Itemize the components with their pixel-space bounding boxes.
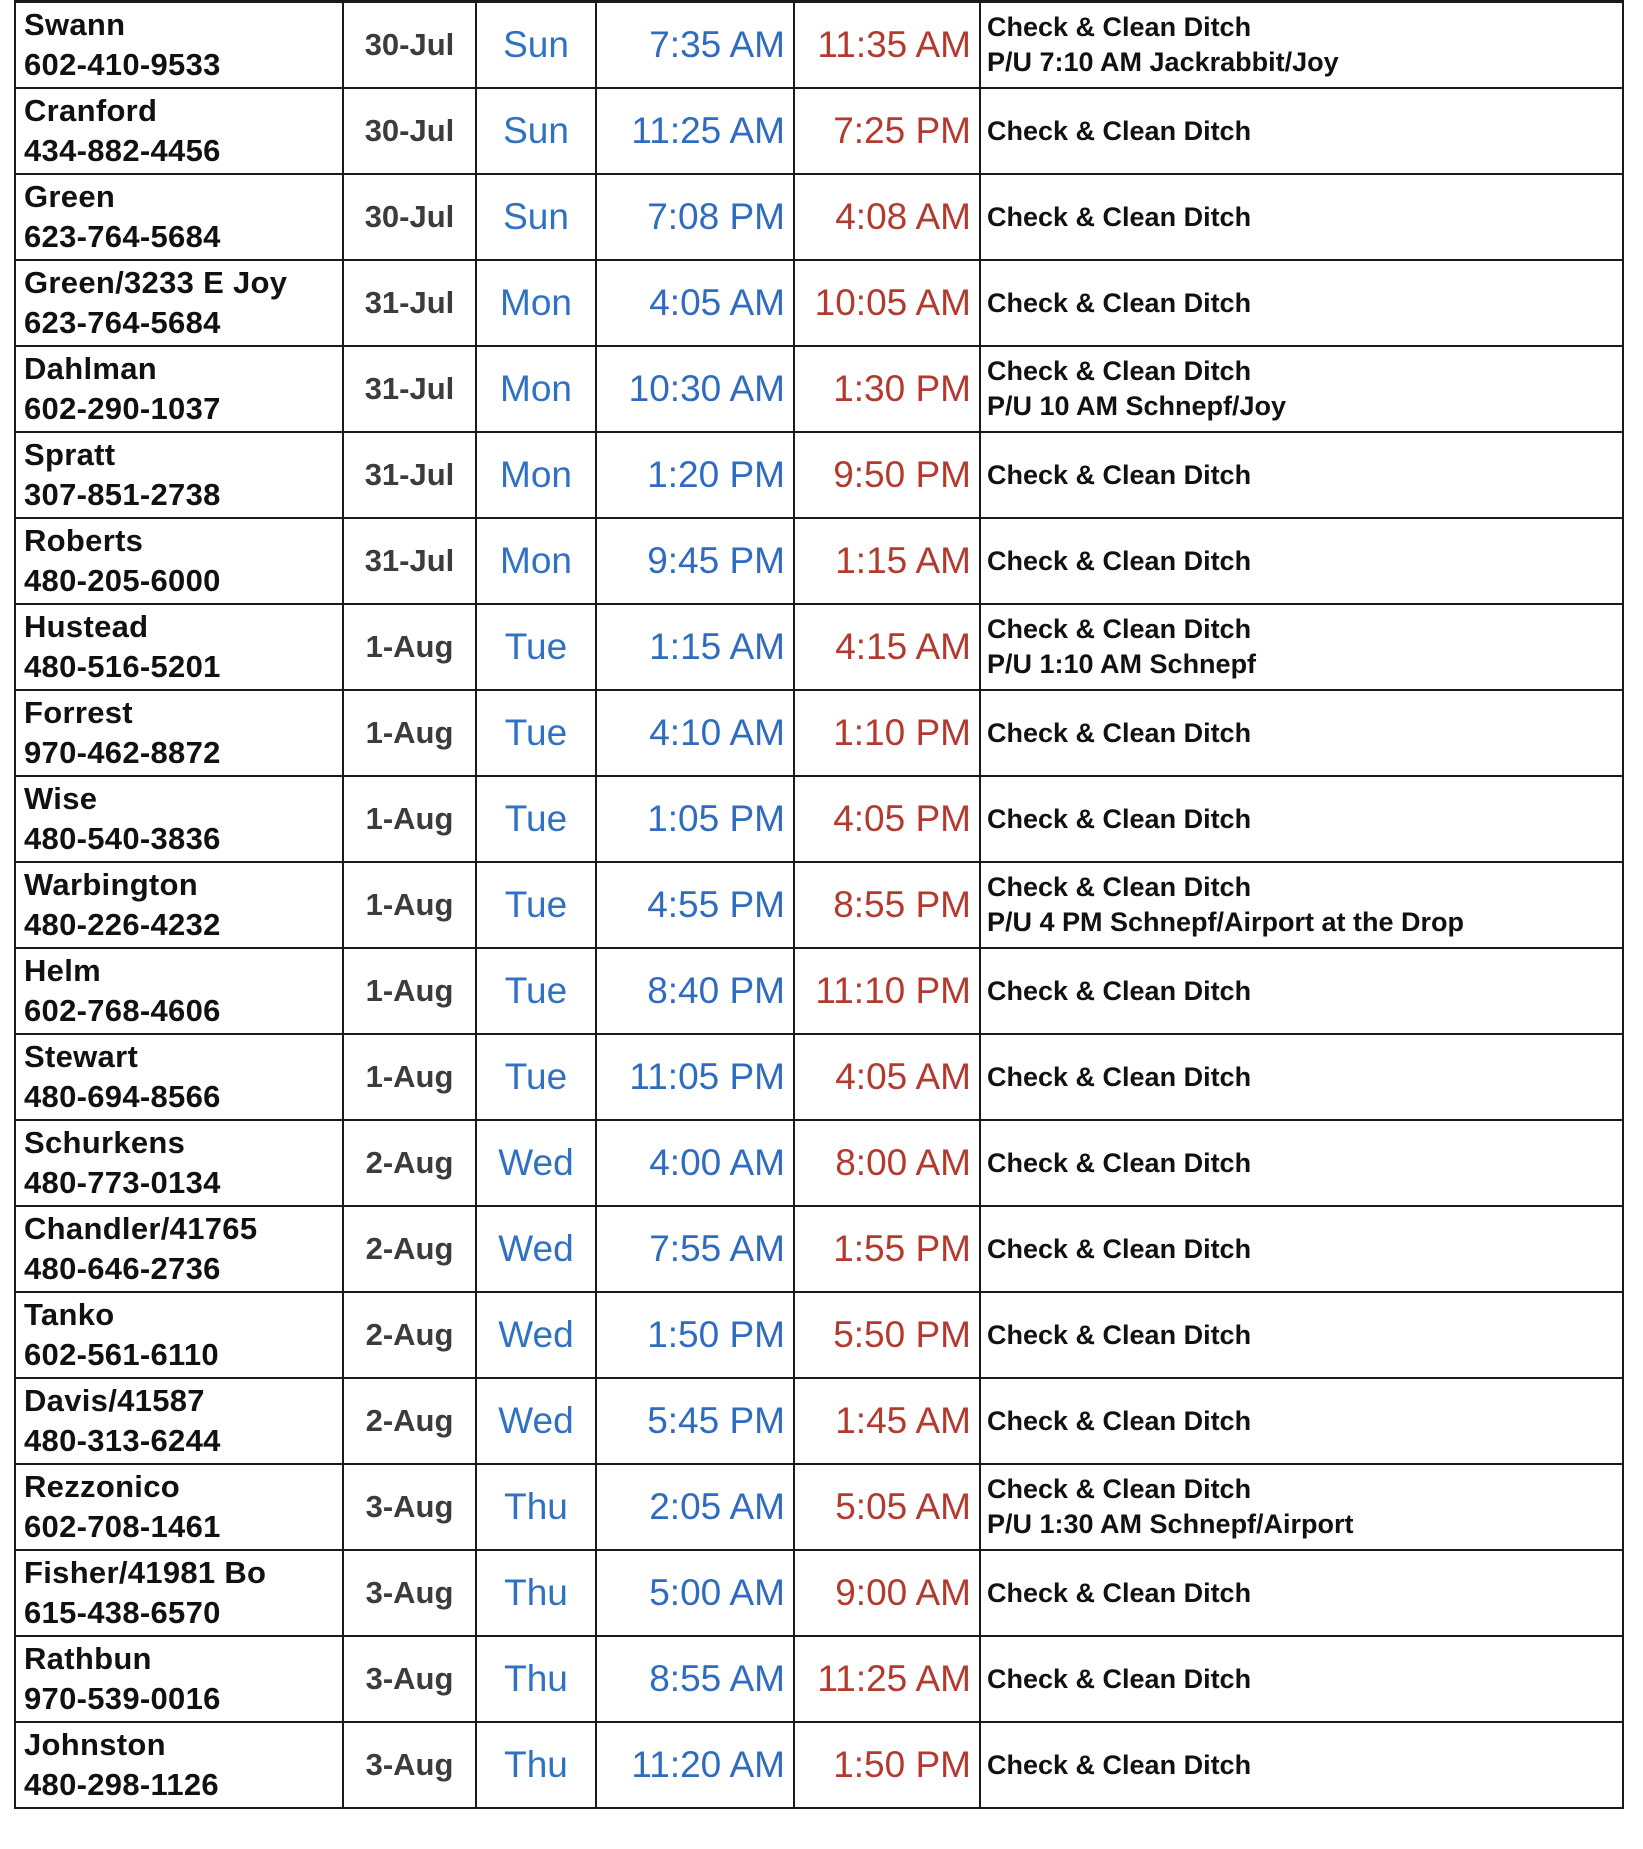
date-cell: 1-Aug bbox=[343, 776, 476, 862]
table-row bbox=[15, 776, 1623, 862]
date-cell: 30-Jul bbox=[343, 2, 476, 89]
comment-line: Check & Clean Ditch bbox=[987, 545, 1252, 576]
comments-cell bbox=[980, 1120, 1623, 1206]
start-time-cell: 10:30 AM bbox=[596, 346, 794, 432]
comment-line: Check & Clean Ditch bbox=[987, 872, 1252, 902]
date-cell: 2-Aug bbox=[343, 1378, 476, 1464]
customer-name: Tanko bbox=[24, 1297, 115, 1332]
end-time-cell: 5:50 PM bbox=[794, 1292, 980, 1378]
customer-phone: 480-646-2736 bbox=[24, 1251, 221, 1286]
customer-phone: 480-205-6000 bbox=[24, 563, 221, 598]
customer-phone: 970-539-0016 bbox=[24, 1681, 221, 1716]
table-row bbox=[15, 604, 1623, 690]
day-cell: Wed bbox=[476, 1120, 596, 1206]
comment-line: Check & Clean Ditch bbox=[987, 1577, 1252, 1608]
end-time-cell: 5:05 AM bbox=[794, 1464, 980, 1550]
start-time-cell: 1:50 PM bbox=[596, 1292, 794, 1378]
customer-name: Dahlman bbox=[24, 351, 158, 386]
customer-name: Stewart bbox=[24, 1039, 139, 1074]
comment-line: P/U 1:30 AM Schnepf/Airport bbox=[987, 1509, 1354, 1539]
end-time-cell: 1:30 PM bbox=[794, 346, 980, 432]
customer-phone: 623-764-5684 bbox=[24, 219, 221, 254]
start-time-cell: 11:25 AM bbox=[596, 88, 794, 174]
table-row bbox=[15, 2, 1623, 89]
customer-cell bbox=[15, 346, 343, 432]
day-cell: Wed bbox=[476, 1206, 596, 1292]
customer-cell bbox=[15, 2, 343, 89]
customer-cell bbox=[15, 604, 343, 690]
customer-cell bbox=[15, 1636, 343, 1722]
start-time-cell: 7:08 PM bbox=[596, 174, 794, 260]
comments-cell bbox=[980, 776, 1623, 862]
table-row bbox=[15, 948, 1623, 1034]
date-cell: 1-Aug bbox=[343, 948, 476, 1034]
comment-line: Check & Clean Ditch bbox=[987, 201, 1252, 232]
comments-cell bbox=[980, 260, 1623, 346]
date-cell: 31-Jul bbox=[343, 346, 476, 432]
customer-cell bbox=[15, 776, 343, 862]
customer-phone: 623-764-5684 bbox=[24, 305, 221, 340]
customer-cell bbox=[15, 1722, 343, 1808]
table-row bbox=[15, 1034, 1623, 1120]
start-time-cell: 11:05 PM bbox=[596, 1034, 794, 1120]
start-time-cell: 1:15 AM bbox=[596, 604, 794, 690]
comment-line: P/U 10 AM Schnepf/Joy bbox=[987, 391, 1287, 421]
start-time-cell: 2:05 AM bbox=[596, 1464, 794, 1550]
comments-cell bbox=[980, 1636, 1623, 1722]
customer-name: Spratt bbox=[24, 437, 116, 472]
customer-name: Schurkens bbox=[24, 1125, 186, 1160]
customer-phone: 615-438-6570 bbox=[24, 1595, 221, 1630]
customer-cell bbox=[15, 88, 343, 174]
end-time-cell: 1:50 PM bbox=[794, 1722, 980, 1808]
comments-cell bbox=[980, 2, 1623, 89]
comment-line: P/U 4 PM Schnepf/Airport at the Drop bbox=[987, 907, 1465, 937]
comment-line: Check & Clean Ditch bbox=[987, 717, 1252, 748]
comments-cell bbox=[980, 346, 1623, 432]
comment-line: Check & Clean Ditch bbox=[987, 115, 1252, 146]
start-time-cell: 1:05 PM bbox=[596, 776, 794, 862]
customer-phone: 602-768-4606 bbox=[24, 993, 221, 1028]
end-time-cell: 10:05 AM bbox=[794, 260, 980, 346]
comment-line: Check & Clean Ditch bbox=[987, 1319, 1252, 1350]
comments-cell bbox=[980, 1378, 1623, 1464]
customer-name: Johnston bbox=[24, 1727, 166, 1762]
customer-cell bbox=[15, 1206, 343, 1292]
day-cell: Tue bbox=[476, 604, 596, 690]
customer-phone: 480-298-1126 bbox=[24, 1767, 219, 1802]
customer-phone: 602-290-1037 bbox=[24, 391, 221, 426]
date-cell: 2-Aug bbox=[343, 1120, 476, 1206]
date-cell: 2-Aug bbox=[343, 1206, 476, 1292]
comments-cell bbox=[980, 432, 1623, 518]
end-time-cell: 11:25 AM bbox=[794, 1636, 980, 1722]
day-cell: Thu bbox=[476, 1636, 596, 1722]
comment-line: P/U 7:10 AM Jackrabbit/Joy bbox=[987, 47, 1339, 77]
comments-cell bbox=[980, 604, 1623, 690]
end-time-cell: 4:08 AM bbox=[794, 174, 980, 260]
start-time-cell: 5:45 PM bbox=[596, 1378, 794, 1464]
day-cell: Mon bbox=[476, 346, 596, 432]
start-time-cell: 5:00 AM bbox=[596, 1550, 794, 1636]
customer-cell bbox=[15, 518, 343, 604]
comment-line: Check & Clean Ditch bbox=[987, 356, 1252, 386]
day-cell: Mon bbox=[476, 432, 596, 518]
day-cell: Sun bbox=[476, 2, 596, 89]
end-time-cell: 8:55 PM bbox=[794, 862, 980, 948]
customer-cell bbox=[15, 432, 343, 518]
customer-name: Forrest bbox=[24, 695, 133, 730]
table-row bbox=[15, 260, 1623, 346]
date-cell: 3-Aug bbox=[343, 1636, 476, 1722]
end-time-cell: 4:15 AM bbox=[794, 604, 980, 690]
customer-name: Roberts bbox=[24, 523, 144, 558]
end-time-cell: 1:55 PM bbox=[794, 1206, 980, 1292]
comment-line: Check & Clean Ditch bbox=[987, 1233, 1252, 1264]
table-row bbox=[15, 1378, 1623, 1464]
day-cell: Sun bbox=[476, 88, 596, 174]
schedule-sheet bbox=[14, 0, 1622, 1835]
date-cell: 3-Aug bbox=[343, 1722, 476, 1808]
customer-cell bbox=[15, 862, 343, 948]
comment-line: Check & Clean Ditch bbox=[987, 1474, 1252, 1504]
customer-name: Rezzonico bbox=[24, 1469, 180, 1504]
comments-cell bbox=[980, 862, 1623, 948]
customer-cell bbox=[15, 1464, 343, 1550]
day-cell: Tue bbox=[476, 1034, 596, 1120]
start-time-cell: 8:40 PM bbox=[596, 948, 794, 1034]
customer-name: Hustead bbox=[24, 609, 149, 644]
end-time-cell: 9:00 AM bbox=[794, 1550, 980, 1636]
date-cell: 31-Jul bbox=[343, 432, 476, 518]
customer-cell bbox=[15, 1034, 343, 1120]
table-row bbox=[15, 1206, 1623, 1292]
day-cell: Thu bbox=[476, 1464, 596, 1550]
comments-cell bbox=[980, 690, 1623, 776]
end-time-cell: 8:00 AM bbox=[794, 1120, 980, 1206]
customer-name: Chandler/41765 bbox=[24, 1211, 258, 1246]
table-row bbox=[15, 432, 1623, 518]
day-cell: Wed bbox=[476, 1292, 596, 1378]
day-cell: Sun bbox=[476, 174, 596, 260]
comment-line: Check & Clean Ditch bbox=[987, 1147, 1252, 1178]
day-cell: Mon bbox=[476, 260, 596, 346]
comments-cell bbox=[980, 1722, 1623, 1808]
day-cell: Mon bbox=[476, 518, 596, 604]
comments-cell bbox=[980, 1034, 1623, 1120]
table-row bbox=[15, 862, 1623, 948]
customer-name: Helm bbox=[24, 953, 102, 988]
customer-cell bbox=[15, 1378, 343, 1464]
customer-phone: 602-561-6110 bbox=[24, 1337, 219, 1372]
table-row bbox=[15, 346, 1623, 432]
customer-cell bbox=[15, 260, 343, 346]
start-time-cell: 8:55 AM bbox=[596, 1636, 794, 1722]
customer-phone: 480-773-0134 bbox=[24, 1165, 221, 1200]
customer-name: Swann bbox=[24, 7, 126, 42]
end-time-cell: 9:50 PM bbox=[794, 432, 980, 518]
start-time-cell: 4:10 AM bbox=[596, 690, 794, 776]
customer-name: Rathbun bbox=[24, 1641, 152, 1676]
start-time-cell: 9:45 PM bbox=[596, 518, 794, 604]
end-time-cell: 1:15 AM bbox=[794, 518, 980, 604]
end-time-cell: 4:05 AM bbox=[794, 1034, 980, 1120]
customer-cell bbox=[15, 174, 343, 260]
date-cell: 31-Jul bbox=[343, 518, 476, 604]
comments-cell bbox=[980, 174, 1623, 260]
comment-line: Check & Clean Ditch bbox=[987, 614, 1252, 644]
comments-cell bbox=[980, 1464, 1623, 1550]
customer-name: Green bbox=[24, 179, 116, 214]
day-cell: Thu bbox=[476, 1722, 596, 1808]
end-time-cell: 7:25 PM bbox=[794, 88, 980, 174]
customer-name: Cranford bbox=[24, 93, 158, 128]
comment-line: Check & Clean Ditch bbox=[987, 12, 1252, 42]
customer-cell bbox=[15, 1292, 343, 1378]
start-time-cell: 7:35 AM bbox=[596, 2, 794, 89]
date-cell: 3-Aug bbox=[343, 1550, 476, 1636]
customer-cell bbox=[15, 1120, 343, 1206]
comment-line: Check & Clean Ditch bbox=[987, 1663, 1252, 1694]
day-cell: Thu bbox=[476, 1550, 596, 1636]
date-cell: 31-Jul bbox=[343, 260, 476, 346]
customer-name: Green/3233 E Joy bbox=[24, 265, 288, 300]
comment-line: Check & Clean Ditch bbox=[987, 803, 1252, 834]
customer-phone: 480-516-5201 bbox=[24, 649, 221, 684]
comment-line: Check & Clean Ditch bbox=[987, 1749, 1252, 1780]
customer-cell bbox=[15, 948, 343, 1034]
irrigation-schedule-table bbox=[14, 0, 1624, 1809]
table-row bbox=[15, 690, 1623, 776]
customer-phone: 602-410-9533 bbox=[24, 47, 221, 82]
end-time-cell: 1:10 PM bbox=[794, 690, 980, 776]
start-time-cell: 1:20 PM bbox=[596, 432, 794, 518]
comment-line: P/U 1:10 AM Schnepf bbox=[987, 649, 1257, 679]
date-cell: 1-Aug bbox=[343, 1034, 476, 1120]
customer-cell bbox=[15, 690, 343, 776]
table-row bbox=[15, 1120, 1623, 1206]
table-row bbox=[15, 1550, 1623, 1636]
customer-phone: 480-313-6244 bbox=[24, 1423, 221, 1458]
customer-phone: 307-851-2738 bbox=[24, 477, 221, 512]
table-row bbox=[15, 1722, 1623, 1808]
date-cell: 1-Aug bbox=[343, 862, 476, 948]
comment-line: Check & Clean Ditch bbox=[987, 459, 1252, 490]
date-cell: 3-Aug bbox=[343, 1464, 476, 1550]
end-time-cell: 11:35 AM bbox=[794, 2, 980, 89]
start-time-cell: 4:00 AM bbox=[596, 1120, 794, 1206]
comment-line: Check & Clean Ditch bbox=[987, 1405, 1252, 1436]
end-time-cell: 1:45 AM bbox=[794, 1378, 980, 1464]
day-cell: Wed bbox=[476, 1378, 596, 1464]
customer-name: Davis/41587 bbox=[24, 1383, 205, 1418]
comments-cell bbox=[980, 1206, 1623, 1292]
comments-cell bbox=[980, 88, 1623, 174]
table-row bbox=[15, 518, 1623, 604]
date-cell: 2-Aug bbox=[343, 1292, 476, 1378]
date-cell: 30-Jul bbox=[343, 88, 476, 174]
table-row bbox=[15, 88, 1623, 174]
day-cell: Tue bbox=[476, 948, 596, 1034]
customer-phone: 970-462-8872 bbox=[24, 735, 221, 770]
start-time-cell: 7:55 AM bbox=[596, 1206, 794, 1292]
customer-phone: 480-540-3836 bbox=[24, 821, 221, 856]
day-cell: Tue bbox=[476, 862, 596, 948]
customer-name: Fisher/41981 Bo bbox=[24, 1555, 267, 1590]
end-time-cell: 4:05 PM bbox=[794, 776, 980, 862]
customer-phone: 480-694-8566 bbox=[24, 1079, 221, 1114]
comment-line: Check & Clean Ditch bbox=[987, 287, 1252, 318]
date-cell: 1-Aug bbox=[343, 604, 476, 690]
table-row bbox=[15, 1636, 1623, 1722]
table-row bbox=[15, 1292, 1623, 1378]
comments-cell bbox=[980, 518, 1623, 604]
comments-cell bbox=[980, 1292, 1623, 1378]
customer-phone: 602-708-1461 bbox=[24, 1509, 221, 1544]
date-cell: 30-Jul bbox=[343, 174, 476, 260]
customer-phone: 480-226-4232 bbox=[24, 907, 221, 942]
comments-cell bbox=[980, 1550, 1623, 1636]
day-cell: Tue bbox=[476, 690, 596, 776]
day-cell: Tue bbox=[476, 776, 596, 862]
comment-line: Check & Clean Ditch bbox=[987, 1061, 1252, 1092]
schedule-body bbox=[15, 2, 1623, 1809]
customer-phone: 434-882-4456 bbox=[24, 133, 221, 168]
start-time-cell: 4:55 PM bbox=[596, 862, 794, 948]
date-cell: 1-Aug bbox=[343, 690, 476, 776]
table-row bbox=[15, 1464, 1623, 1550]
customer-cell bbox=[15, 1550, 343, 1636]
table-row bbox=[15, 174, 1623, 260]
start-time-cell: 11:20 AM bbox=[596, 1722, 794, 1808]
customer-name: Wise bbox=[24, 781, 98, 816]
end-time-cell: 11:10 PM bbox=[794, 948, 980, 1034]
customer-name: Warbington bbox=[24, 867, 199, 902]
start-time-cell: 4:05 AM bbox=[596, 260, 794, 346]
comment-line: Check & Clean Ditch bbox=[987, 975, 1252, 1006]
comments-cell bbox=[980, 948, 1623, 1034]
